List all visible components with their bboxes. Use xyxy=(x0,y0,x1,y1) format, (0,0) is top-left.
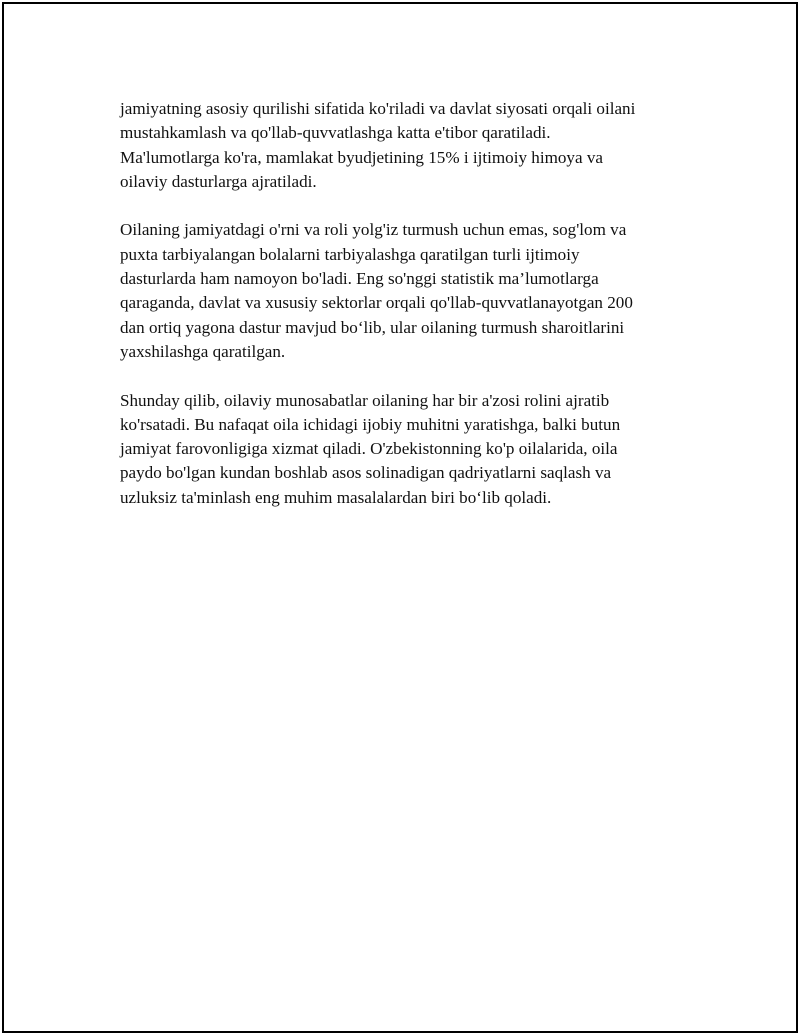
paragraph-1: jamiyatning asosiy qurilishi sifatida ko'riladi va davlat siyosati orqali oilani mustahkamlash va qo'llab-quvvatlashga katta e'tibor qaratiladi. Ma'lumotlarga ko'ra, mamlakat byudjetining 15% i ijtimoiy himoya va oilaviy dasturlarga ajratiladi. xyxy=(120,99,636,191)
document-body xyxy=(120,97,700,510)
document-page xyxy=(2,2,798,1033)
paragraph-3: Shunday qilib, oilaviy munosabatlar oilaning har bir a'zosi rolini ajratib ko'rsatadi. Bu nafaqat oila ichidagi ijobiy muhitni yaratishga, balki butun jamiyat farovonligiga xizmat qiladi. O'zbekistonning ko'p oilalarida, oila paydo bo'lgan kundan boshlab asos solinadigan qadriyatlarni saqlash va uzluksiz ta'minlash eng muhim masalalardan biri bo‘lib qoladi. xyxy=(120,390,621,507)
paragraph-2: Oilaning jamiyatdagi o'rni va roli yolg'iz turmush uchun emas, sog'lom va puxta tarbiyalangan bolalarni tarbiyalashga qaratilgan turli ijtimoiy dasturlarda ham namoyon bo'ladi. Eng so'nggi statistik ma’lumotlarga qaraganda, davlat va xususiy sektorlar orqali qo'llab-quvvatlanayotgan 200 dan ortiq yagona dastur mavjud bo‘lib, ular oilaning turmush sharoitlarini yaxshilashga qaratilgan. xyxy=(120,220,633,361)
